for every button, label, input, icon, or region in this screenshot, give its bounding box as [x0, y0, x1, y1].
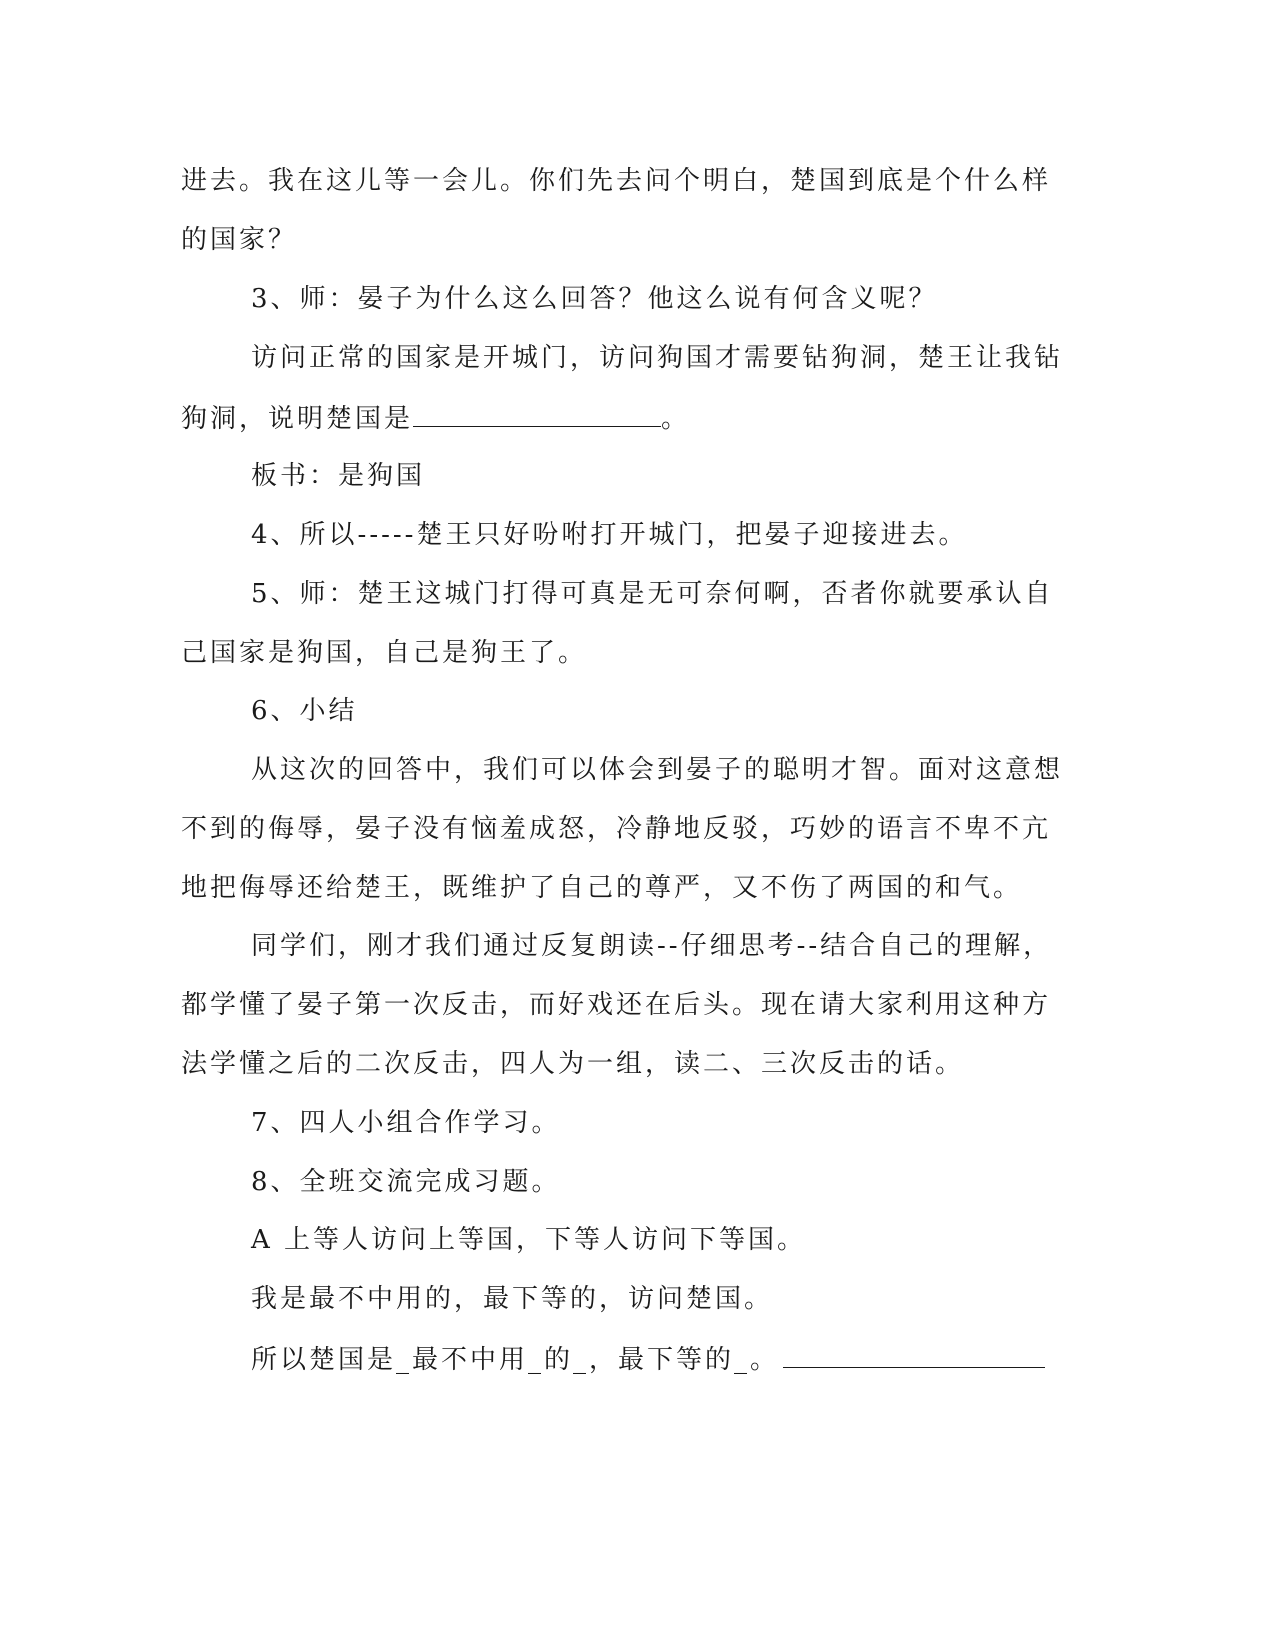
- paragraph-line: [0, 341, 1275, 375]
- line-text: 5、师：楚王这城门打得可真是无可奈何啊，否者你就要承认自: [251, 579, 1054, 609]
- paragraph-line: [0, 400, 1275, 436]
- paragraph-line: [0, 1282, 1275, 1316]
- line-text: 8、全班交流完成习题。: [251, 1167, 561, 1197]
- line-text: 访问正常的国家是开城门，访问狗国才需要钻狗洞，楚王让我钻: [251, 343, 1064, 373]
- paragraph-line: [0, 988, 1275, 1022]
- line-text: 从这次的回答中，我们可以体会到晏子的聪明才智。面对这意想: [251, 755, 1064, 785]
- line-text: 7、四人小组合作学习。: [251, 1108, 561, 1138]
- paragraph-line: [0, 223, 1275, 257]
- line-text: 地把侮辱还给楚王，既维护了自己的尊严，又不伤了两国的和气。: [181, 873, 1023, 903]
- paragraph-line: [0, 1106, 1275, 1140]
- line-text: 4、所以-----楚王只好吩咐打开城门，把晏子迎接进去。: [251, 520, 968, 550]
- fill-in-blank: [413, 400, 661, 427]
- paragraph-line: [0, 812, 1275, 846]
- line-text: 狗洞，说明楚国是: [181, 404, 414, 434]
- line-text: 同学们，刚才我们通过反复朗读--仔细思考--结合自己的理解，: [251, 931, 1053, 961]
- paragraph-line: [0, 753, 1275, 787]
- line-text: 板书：是狗国: [251, 461, 426, 491]
- line-text: A 上等人访问上等国，下等人访问下等国。: [251, 1225, 807, 1255]
- paragraph-line: [0, 1223, 1275, 1257]
- line-text: 的国家？: [181, 225, 298, 255]
- line-text: 都学懂了晏子第一次反击，而好戏还在后头。现在请大家利用这种方: [181, 990, 1052, 1020]
- line-text: 6、小结: [251, 696, 358, 726]
- paragraph-line: [0, 929, 1275, 963]
- paragraph-line: [0, 282, 1275, 316]
- paragraph-line: [0, 694, 1275, 728]
- line-text: 己国家是狗国，自己是狗王了。: [181, 638, 588, 668]
- line-text: 我是最不中用的，最下等的，访问楚国。: [251, 1284, 774, 1314]
- line-text: 不到的侮辱，晏子没有恼羞成怒，冷静地反驳，巧妙的语言不卑不亢: [181, 814, 1052, 844]
- paragraph-line: [0, 1047, 1275, 1081]
- paragraph-line: [0, 871, 1275, 905]
- line-text: 进去。我在这儿等一会儿。你们先去问个明白，楚国到底是个什么样: [181, 166, 1052, 196]
- paragraph-line: [0, 164, 1275, 198]
- paragraph-line: [0, 577, 1275, 611]
- line-text: 3、师：晏子为什么这么回答？他这么说有何含义呢？: [251, 284, 938, 314]
- fill-in-blank: [783, 1341, 1045, 1368]
- line-text: 法学懂之后的二次反击，四人为一组，读二、三次反击的话。: [181, 1049, 965, 1079]
- paragraph-line: [0, 1341, 1275, 1377]
- paragraph-line: [0, 518, 1275, 552]
- line-text: 。: [661, 404, 691, 434]
- line-text: 所以楚国是_最不中用_的_，最下等的_。: [251, 1345, 780, 1375]
- paragraph-line: [0, 636, 1275, 670]
- paragraph-line: [0, 1165, 1275, 1199]
- paragraph-line: [0, 459, 1275, 493]
